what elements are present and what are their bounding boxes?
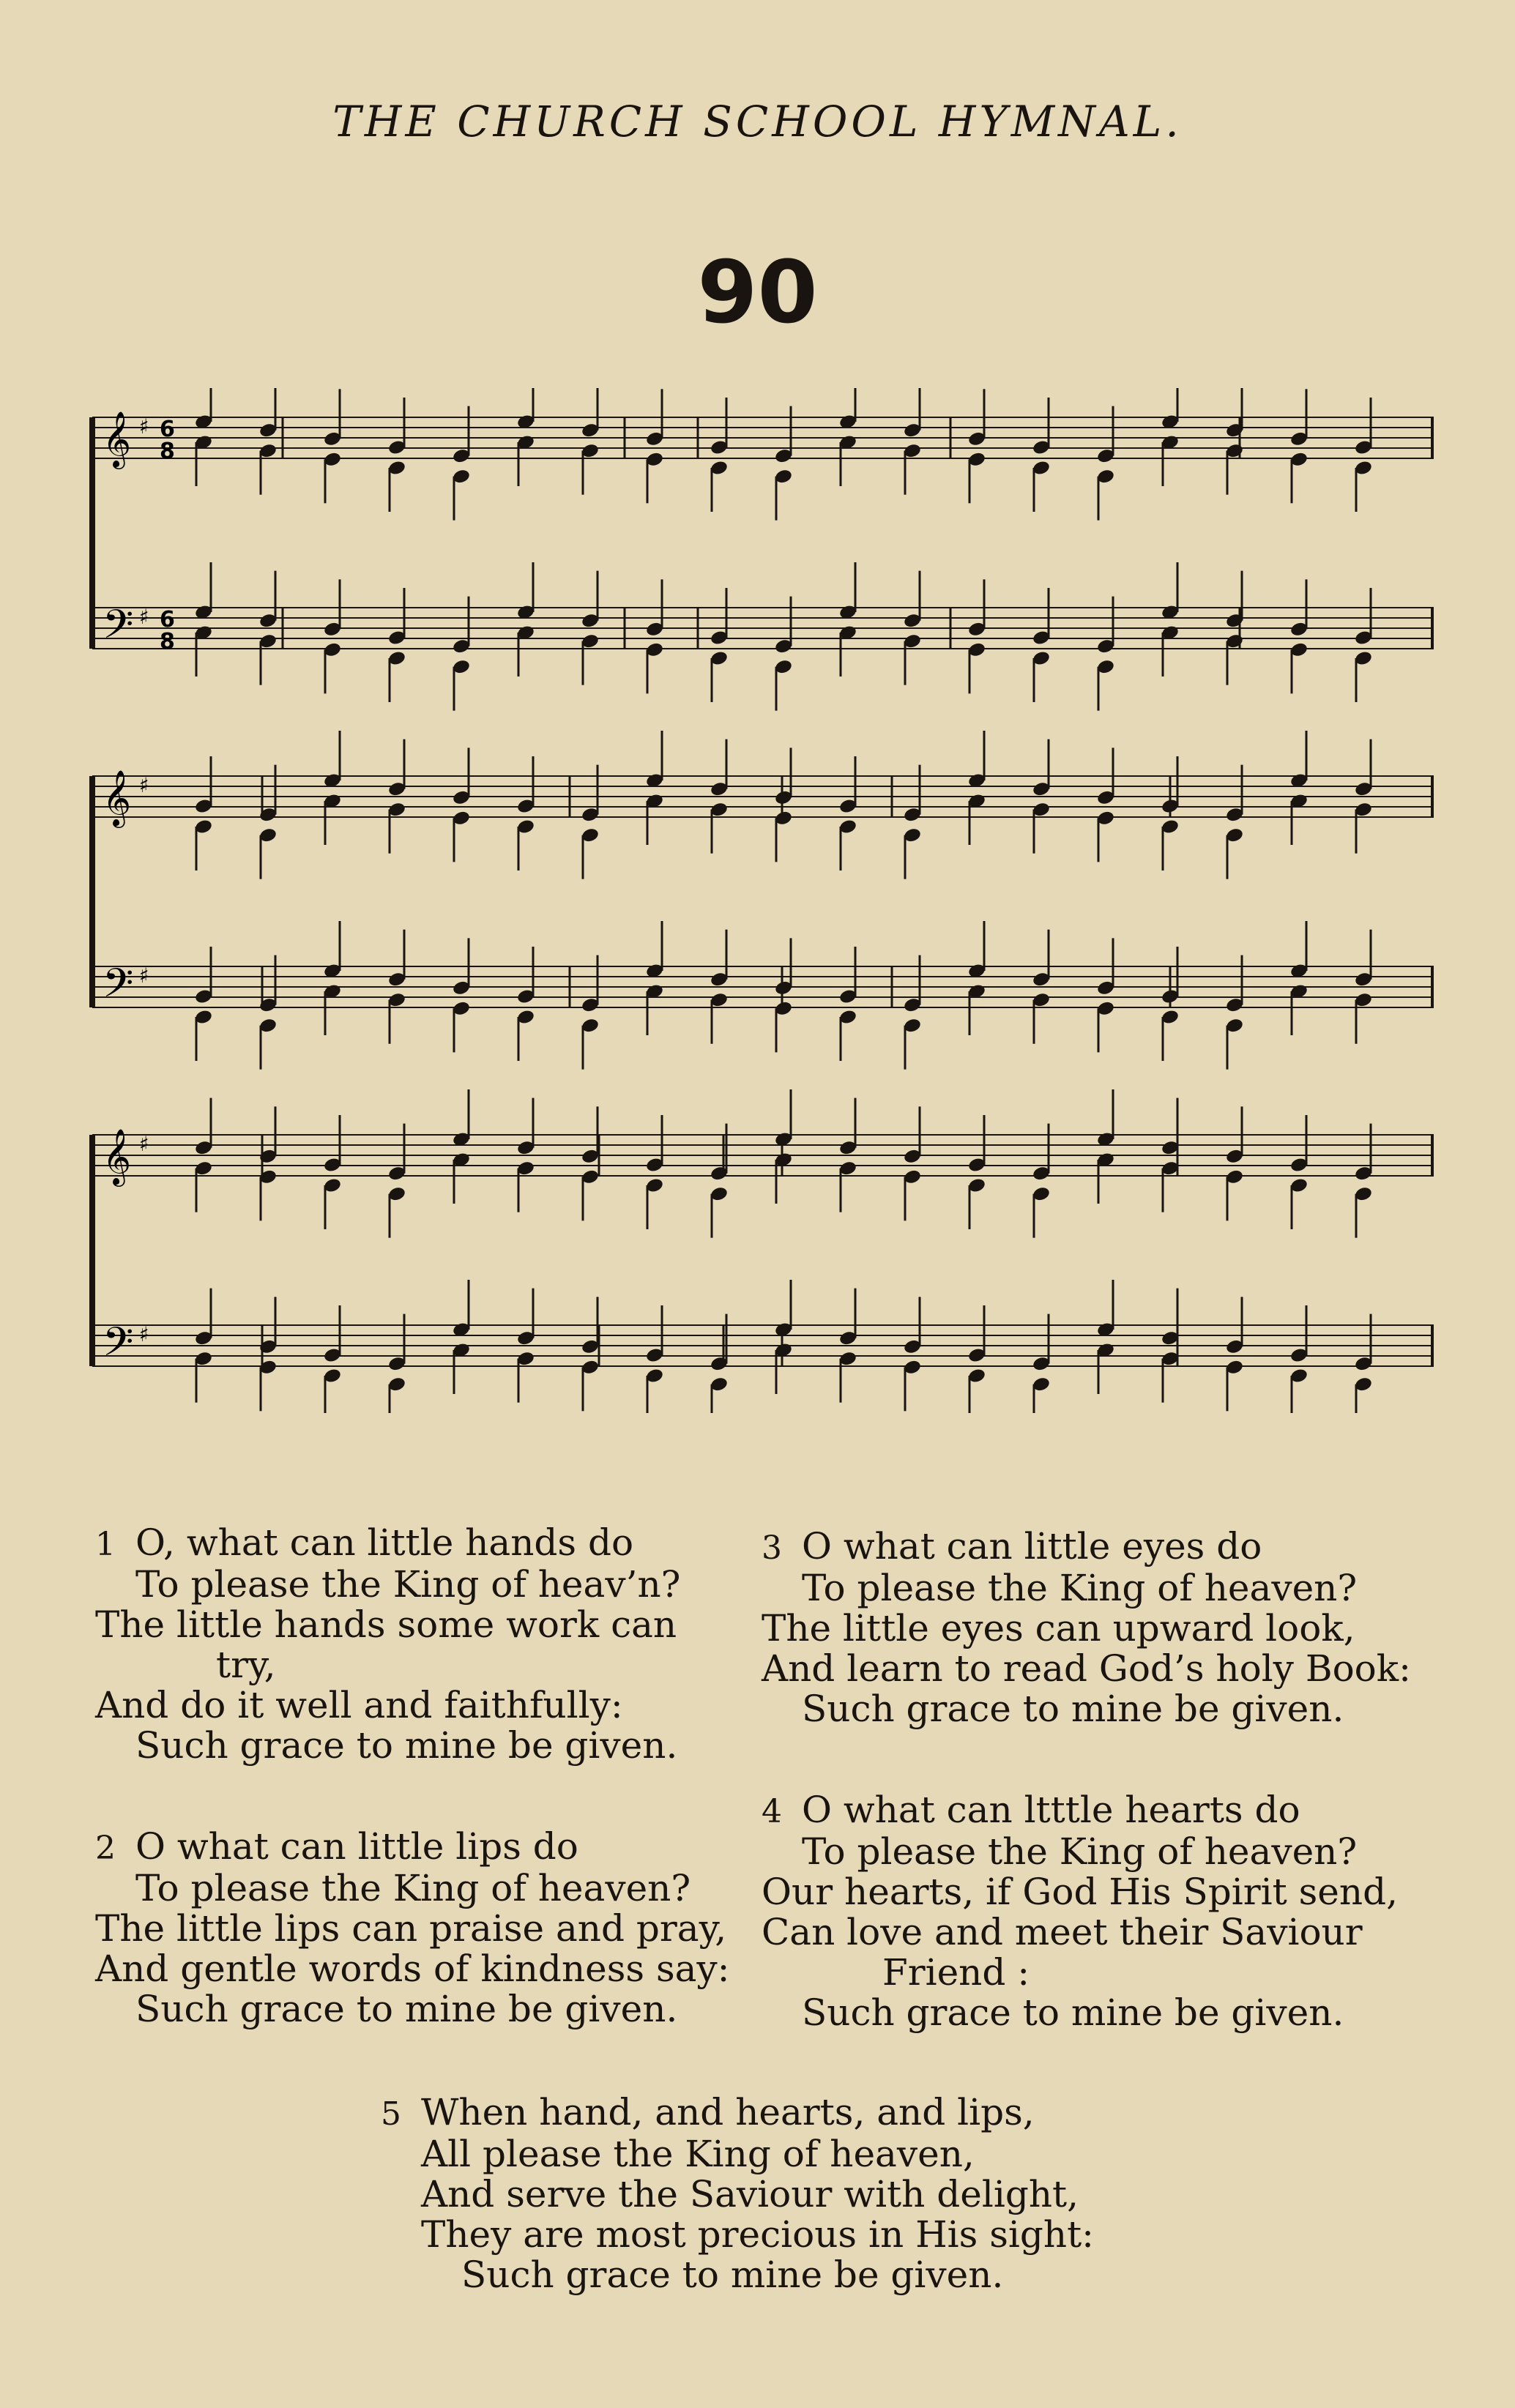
verse-line: When hand, and hearts, and lips, <box>421 2091 1035 2133</box>
verse-line: To please the King of heav’n? <box>135 1563 681 1606</box>
time-signature-bottom: 8 <box>160 439 175 464</box>
verse-2 <box>95 1827 730 2029</box>
verse-line: O what can little lips do <box>135 1825 578 1868</box>
verse-line: Such grace to mine be given. <box>135 1988 678 2030</box>
bass-clef-icon: 𝄢 <box>103 960 134 1016</box>
verse-line: To please the King of heaven? <box>802 1830 1358 1873</box>
key-signature-sharp: ♯ <box>139 773 149 797</box>
verse-5 <box>381 2092 1094 2295</box>
verse-number: 4 <box>762 1793 782 1830</box>
verse-3 <box>762 1527 1411 1729</box>
verse-line: Our hearts, if God His Spirit send, <box>762 1871 1398 1913</box>
time-signature-bottom: 8 <box>160 629 175 655</box>
key-signature-sharp: ♯ <box>139 963 149 988</box>
key-signature-sharp: ♯ <box>139 1132 149 1156</box>
verse-number: 2 <box>95 1830 116 1867</box>
verse-line: O what can little eyes do <box>802 1525 1262 1568</box>
treble-clef-icon: 𝄞 <box>103 411 132 467</box>
verse-line: O what can ltttle hearts do <box>802 1789 1300 1831</box>
verse-number: 3 <box>762 1529 782 1567</box>
verse-line: The little eyes can upward look, <box>762 1607 1355 1650</box>
treble-clef-icon: 𝄞 <box>103 1128 132 1185</box>
verse-line: The little lips can praise and pray, <box>95 1907 727 1950</box>
time-signature-top: 6 <box>160 417 175 442</box>
verse-line: They are most precious in His sight: <box>421 2213 1095 2256</box>
bass-clef-icon: 𝄢 <box>103 601 134 657</box>
verse-line: And serve the Saviour with delight, <box>421 2173 1079 2215</box>
verse-line: Can love and meet their Saviour <box>762 1911 1363 1953</box>
verse-1 <box>95 1523 680 1766</box>
verse-line: And learn to read God’s holy Book: <box>762 1647 1411 1690</box>
key-signature-sharp: ♯ <box>139 1322 149 1346</box>
verse-line: All please the King of heaven, <box>421 2133 975 2175</box>
music-score <box>86 388 1434 1413</box>
key-signature-sharp: ♯ <box>139 605 149 629</box>
verse-line: Such grace to mine be given. <box>135 1724 678 1767</box>
time-signature-top: 6 <box>160 607 175 633</box>
verse-number: 1 <box>95 1526 116 1563</box>
verse-line: try, <box>216 1644 276 1686</box>
verse-line: And gentle words of kindness say: <box>95 1947 730 1990</box>
hymn-number: 90 <box>697 242 818 343</box>
verse-line: Such grace to mine be given. <box>802 1688 1344 1730</box>
verse-line: Such grace to mine be given. <box>802 1991 1344 2034</box>
key-signature-sharp: ♯ <box>139 414 149 439</box>
verse-line: Such grace to mine be given. <box>461 2254 1004 2296</box>
verse-line: To please the King of heaven? <box>135 1867 691 1909</box>
verse-line: The little hands some work can <box>95 1603 677 1646</box>
treble-clef-icon: 𝄞 <box>103 769 132 826</box>
verse-number: 5 <box>381 2095 401 2133</box>
bass-clef-icon: 𝄢 <box>103 1319 134 1375</box>
verse-line: Friend : <box>882 1951 1030 1994</box>
running-head: THE CHURCH SCHOOL HYMNAL. <box>332 97 1183 146</box>
score-svg <box>86 388 1434 1413</box>
verse-4 <box>762 1790 1398 2033</box>
verse-line: O, what can little hands do <box>135 1521 634 1564</box>
verse-line: To please the King of heaven? <box>802 1567 1358 1609</box>
verse-line: And do it well and faithfully: <box>95 1684 623 1726</box>
